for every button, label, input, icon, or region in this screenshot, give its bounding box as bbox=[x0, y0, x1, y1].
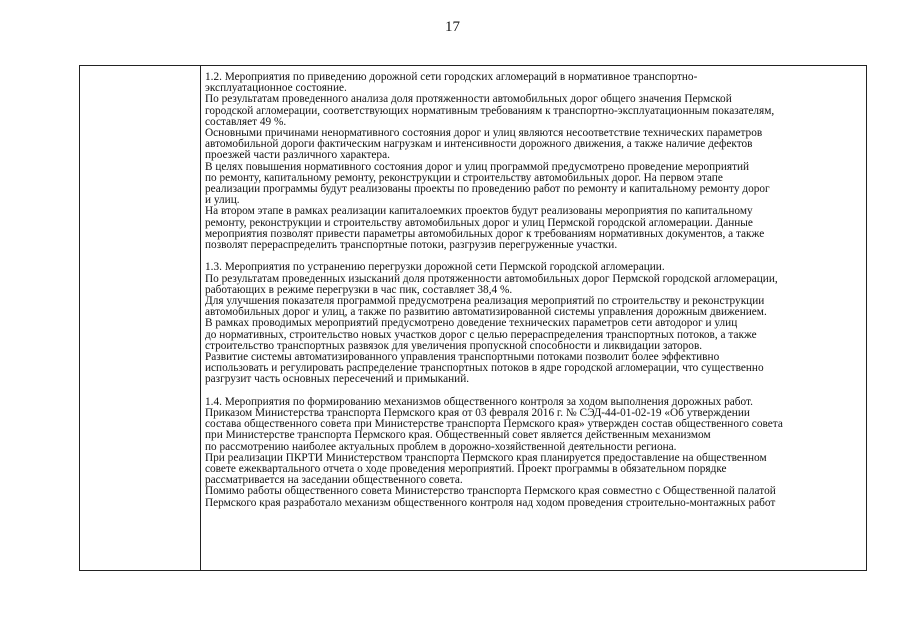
text-line: эксплуатационное состояние. bbox=[205, 82, 347, 95]
document-table bbox=[79, 65, 867, 571]
text-line: Основными причинами ненормативного состояния дорог и улиц являются несоответствие технических параметров bbox=[205, 127, 763, 140]
text-line: позволят перераспределить транспортные потоки, разгрузив перегруженные участки. bbox=[205, 239, 618, 252]
text-line: до нормативных, строительство новых участков дорог с целью перераспределения транспортных потоков, а также bbox=[205, 328, 757, 341]
text-line: городской агломерации, соответствующих нормативным требованиям к транспортно-эксплуатационным показателям, bbox=[205, 104, 775, 117]
text-line: совете ежеквартального отчета о ходе проведения мероприятий. Проект программы в обязательном порядке bbox=[205, 463, 727, 476]
text-line: Для улучшения показателя программой предусмотрена реализация мероприятий по строительству и реконструкции bbox=[205, 295, 765, 308]
text-line: 1.2. Мероприятия по приведению дорожной сети городских агломераций в нормативное транспортно- bbox=[205, 71, 698, 83]
text-line: В целях повышения нормативного состояния дорог и улиц программой предусмотрено проведение мероприятий bbox=[205, 160, 750, 173]
text-line: 1.4. Мероприятия по формированию механизмов общественного контроля за ходом выполнения дорожных работ. bbox=[205, 395, 753, 408]
text-line: при Министерстве транспорта Пермского края. Общественный совет является действенным механизмом bbox=[205, 429, 711, 442]
text-line: по рассмотрению наиболее актуальных проблем в дорожно-хозяйственной деятельности региона. bbox=[205, 440, 677, 453]
text-section bbox=[205, 262, 862, 385]
text-line: Помимо работы общественного совета Министерство транспорта Пермского края совместно с Общественной палатой bbox=[205, 485, 776, 498]
text-section bbox=[205, 72, 862, 251]
text-line: При реализации ПКРТИ Министерством транспорта Пермского края планируется предоставление на общественном bbox=[205, 451, 767, 464]
text-line: Развитие системы автоматизированного управления транспортными потоками позволит более эффективно bbox=[205, 351, 720, 364]
text-line: по ремонту, капитальному ремонту, реконструкции и строительству автомобильных дорог. На первом этапе bbox=[205, 171, 723, 184]
text-line: рассматривается на заседании общественного совета. bbox=[205, 474, 463, 487]
text-line: автомобильной дороги фактическим нагрузкам и интенсивности дорожного движения, а также наличие дефектов bbox=[205, 138, 753, 151]
text-line: и улиц. bbox=[205, 194, 240, 207]
text-line: 1.3. Мероприятия по устранению перегрузки дорожной сети Пермской городской агломерации. bbox=[205, 261, 665, 274]
text-line: Пермского края разработало механизм общественного контроля над ходом проведения строительно-монтажных работ bbox=[205, 496, 776, 509]
text-line: По результатам проведенных изысканий доля протяженности автомобильных дорог Пермской городской агломерации, bbox=[205, 272, 778, 285]
text-line: разгрузит часть основных пересечений и примыканий. bbox=[205, 373, 470, 386]
page-number: 17 bbox=[445, 19, 460, 35]
text-line: По результатам проведенного анализа доля протяженности автомобильных дорог общего значения Пермской bbox=[205, 93, 732, 106]
text-line: На втором этапе в рамках реализации капиталоемких проектов будут реализованы мероприятия по капитальному bbox=[205, 205, 753, 218]
text-line: Приказом Министерства транспорта Пермского края от 03 февраля 2016 г. № СЭД-44-01-02-19 «Об утверждении bbox=[205, 407, 750, 420]
table-left-cell bbox=[80, 66, 201, 570]
text-line: мероприятия позволят привести параметры автомобильных дорог к требованиям нормативных документов, а также bbox=[205, 227, 765, 240]
text-line: В рамках проводимых мероприятий предусмотрено доведение технических параметров сети автодорог и улиц bbox=[205, 317, 738, 330]
text-line: автомобильных дорог и улиц, а также по развитию автоматизированной системы управления дорожным движением. bbox=[205, 306, 767, 319]
text-line: составляет 49 %. bbox=[205, 115, 287, 128]
text-line: работающих в режиме перегрузки в час пик, составляет 38,4 %. bbox=[205, 283, 513, 296]
text-line: проезжей части различного характера. bbox=[205, 149, 390, 162]
table-right-cell bbox=[201, 66, 866, 570]
text-line: использовать и регулировать распределение транспортных потоков в ядре городской агломерации, что существенно bbox=[205, 362, 764, 375]
text-section bbox=[205, 397, 862, 509]
text-line: состава общественного совета при Министерстве транспорта Пермского края» утвержден состав общественного совета bbox=[205, 418, 783, 431]
text-line: строительство транспортных развязок для увеличения пропускной способности и ликвидации заторов. bbox=[205, 339, 703, 352]
text-line: реализации программы будут реализованы проекты по проведению работ по ремонту и капитальному ремонту дорог bbox=[205, 183, 770, 196]
text-line: ремонту, реконструкции и строительству автомобильных дорог и улиц Пермской городской агломерации. Данные bbox=[205, 216, 753, 229]
